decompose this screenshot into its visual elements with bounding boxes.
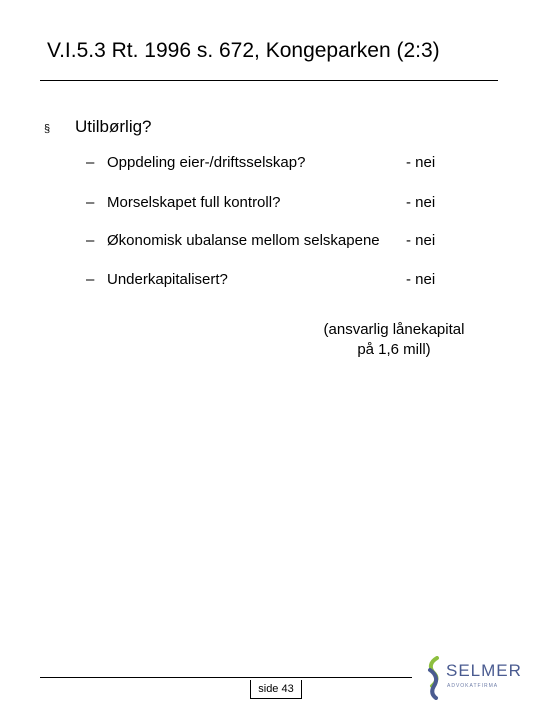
title-divider [40,80,498,81]
list-item [86,232,380,250]
selmer-emblem-icon [424,656,446,700]
answer-text: - nei [406,271,436,288]
list-item [86,194,280,212]
square-bullet-icon: § [44,123,51,135]
answer-text: - nei [406,154,436,171]
logo-wordmark: SELMER [446,661,522,680]
question-text: Økonomisk ubalanse mellom selskapene [107,232,380,249]
page-number: side 43 [250,680,302,699]
list-item [86,271,228,289]
footer-divider [40,677,412,678]
question-text: Oppdeling eier-/driftsselskap? [107,154,306,171]
selmer-logo [424,656,522,702]
note-line: på 1,6 mill) [357,341,431,358]
dash-icon: – [86,271,95,288]
capital-note [294,320,494,360]
slide-title: V.I.5.3 Rt. 1996 s. 672, Kongeparken (2:3) [47,39,440,62]
answer-text: - nei [406,232,436,249]
question-text: Morselskapet full kontroll? [107,194,281,211]
dash-icon: – [86,232,95,249]
answer-text: - nei [406,194,436,211]
logo-tagline: ADVOKATFIRMA [447,683,499,689]
dash-icon: – [86,154,95,171]
note-line: (ansvarlig lånekapital [323,321,465,338]
question-text: Underkapitalisert? [107,271,228,288]
list-item [86,154,305,172]
section-heading: Utilbørlig? [75,117,152,136]
dash-icon: – [86,194,95,211]
